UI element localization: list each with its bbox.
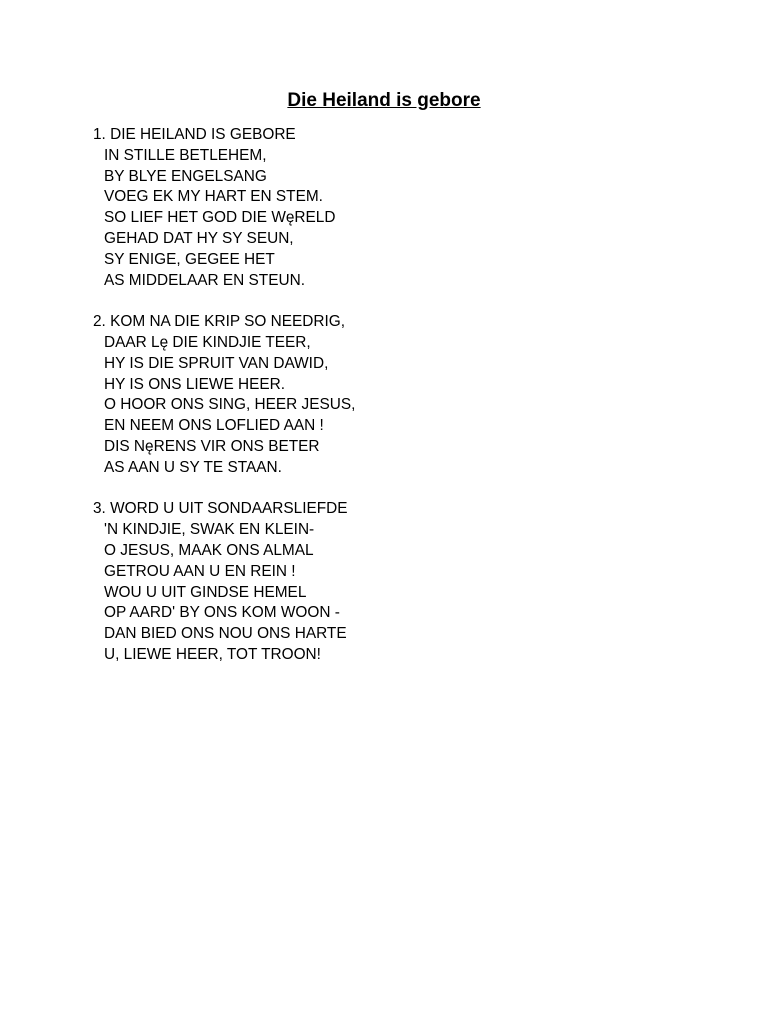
- verse-line: O JESUS, MAAK ONS ALMAL: [104, 541, 314, 559]
- verse-line: 2. KOM NA DIE KRIP SO NEEDRIG,: [93, 313, 346, 331]
- verse-line: HY IS DIE SPRUIT VAN DAWID,: [104, 354, 329, 372]
- verse-line: GETROU AAN U EN REIN !: [104, 562, 296, 580]
- verse-line: GEHAD DAT HY SY SEUN,: [104, 229, 294, 247]
- verse-line: 1. DIE HEILAND IS GEBORE: [93, 126, 296, 143]
- verse-line: AS MIDDELAAR EN STEUN.: [104, 271, 305, 289]
- verse-line: 3. WORD U UIT SONDAARSLIEFDE: [93, 500, 348, 518]
- verse-1: [93, 125, 693, 291]
- verse-line: OP AARD' BY ONS KOM WOON -: [104, 604, 340, 622]
- verse-3: [93, 499, 693, 665]
- verse-line: DAN BIED ONS NOU ONS HARTE: [104, 625, 347, 643]
- verse-line: SY ENIGE, GEGEE HET: [104, 250, 275, 268]
- verse-line: WOU U UIT GINDSE HEMEL: [104, 583, 307, 601]
- page-title: Die Heiland is gebore: [287, 90, 481, 111]
- verse-line: 'N KINDJIE, SWAK EN KLEIN-: [104, 521, 315, 539]
- verse-2: [93, 312, 693, 478]
- verse-line: DIS NęRENS VIR ONS BETER: [104, 437, 320, 455]
- verse-line: IN STILLE BETLEHEM,: [104, 146, 267, 164]
- verse-line: DAAR Lę DIE KINDJIE TEER,: [104, 333, 311, 351]
- verse-line: EN NEEM ONS LOFLIED AAN !: [104, 417, 324, 435]
- verse-line: AS AAN U SY TE STAAN.: [104, 458, 282, 476]
- verse-line: U, LIEWE HEER, TOT TROON!: [104, 645, 321, 663]
- verses-container: [93, 125, 693, 687]
- verse-line: O HOOR ONS SING, HEER JESUS,: [104, 396, 356, 414]
- verse-line: HY IS ONS LIEWE HEER.: [104, 375, 286, 393]
- verse-line: SO LIEF HET GOD DIE WęRELD: [104, 209, 336, 227]
- verse-line: BY BLYE ENGELSANG: [104, 167, 267, 185]
- verse-line: VOEG EK MY HART EN STEM.: [104, 188, 323, 206]
